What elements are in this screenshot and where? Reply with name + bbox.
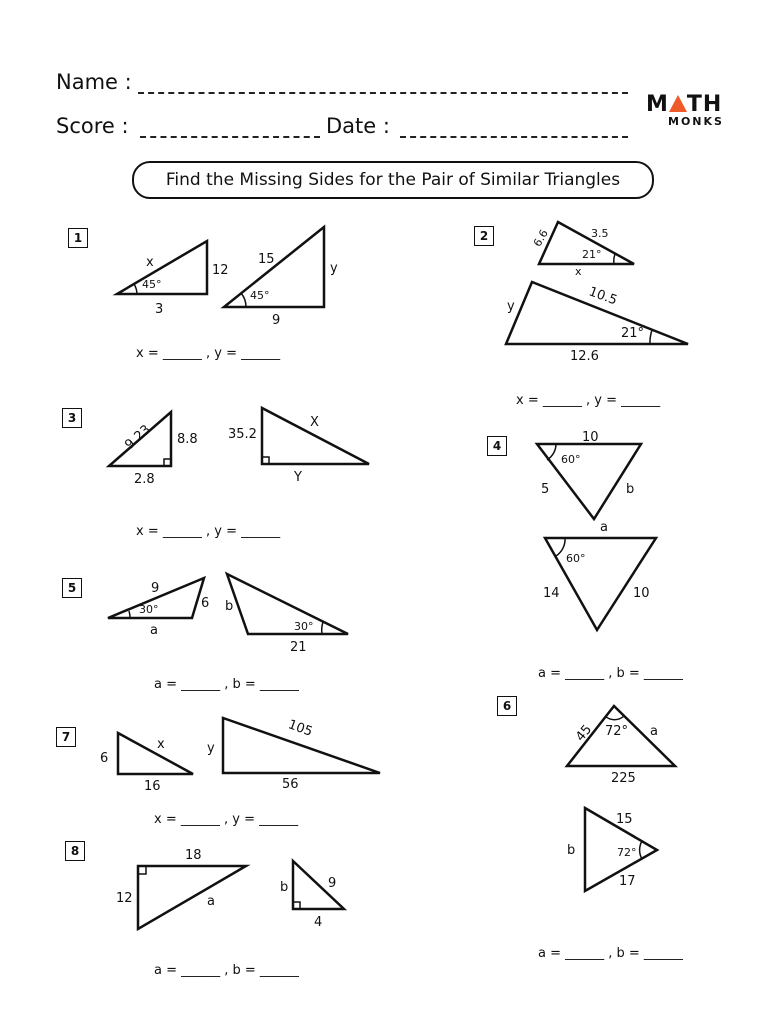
p4-t2-angle: 60° [566, 552, 586, 565]
p2-t1-base: x [575, 265, 582, 278]
p5-t1-right: 6 [201, 596, 210, 611]
problem-number-8: 8 [65, 841, 85, 861]
p8-t2-hyp: 9 [328, 876, 337, 891]
p1-t2-base: 9 [272, 313, 281, 328]
p3-t2-left: 35.2 [228, 427, 257, 442]
p8-t2-base: 4 [314, 915, 323, 930]
p7-t1-hyp: x [157, 737, 165, 752]
answer-3[interactable]: x = ______ , y = ______ [136, 524, 281, 539]
problem-4-figures [537, 430, 656, 630]
p7-t1-left: 6 [100, 751, 109, 766]
problem-5-figures [108, 574, 348, 655]
worksheet-title: Find the Missing Sides for the Pair of Similar Triangles [132, 161, 654, 199]
p7-t2-left: y [207, 741, 215, 756]
date-label: Date : [326, 114, 390, 138]
p6-t2-bottom: 17 [619, 874, 636, 889]
problem-number-2: 2 [474, 226, 494, 246]
p8-t2-left: b [280, 880, 289, 895]
problem-1-figures [117, 227, 338, 328]
problem-8-figures [116, 848, 344, 930]
p1-t1-hyp: x [146, 255, 154, 270]
p1-t1-angle: 45° [142, 278, 162, 291]
p2-t2-angle: 21° [621, 326, 645, 341]
p8-t1-top: 18 [185, 848, 202, 863]
p2-angle-arc-2 [650, 330, 652, 344]
p4-t1-top: 10 [582, 430, 599, 445]
p2-t1-angle: 21° [582, 248, 602, 261]
p2-t1-top: 3.5 [591, 227, 609, 240]
logo-monks: MONKS [668, 115, 724, 128]
problem-7-figures [100, 717, 380, 794]
answer-8[interactable]: a = ______ , b = ______ [154, 963, 299, 978]
problem-number-1: 1 [68, 228, 88, 248]
p6-t1-right: a [650, 724, 658, 739]
p4-t1-left: 5 [541, 482, 550, 497]
p5-t1-top: 9 [151, 581, 160, 596]
p2-t2-base: 12.6 [570, 349, 599, 364]
p5-angle-arc-2 [322, 622, 323, 634]
p8-t1-left: 12 [116, 891, 133, 906]
p1-t2-angle: 45° [250, 289, 270, 302]
p6-t2-angle: 72° [617, 846, 637, 859]
p2-t1-left: 6.6 [530, 227, 551, 249]
p4-t1-right: b [626, 482, 635, 497]
score-label: Score : [56, 114, 129, 138]
p1-angle-arc-2 [241, 293, 246, 307]
p4-t1-bottom: a [600, 520, 608, 535]
logo-th: TH [686, 92, 723, 117]
p6-t1-base: 225 [611, 771, 636, 786]
p1-t2-right: y [330, 261, 338, 276]
p8-t1-hyp: a [207, 894, 215, 909]
p7-t2-base: 56 [282, 777, 299, 792]
logo-m: M [646, 92, 669, 117]
p1-t1-base: 3 [155, 302, 164, 317]
p1-angle-arc-1 [134, 284, 137, 294]
p1-t1-right: 12 [212, 263, 229, 278]
name-label: Name : [56, 70, 132, 94]
p7-triangle-1 [118, 733, 193, 774]
p5-t2-angle: 30° [294, 620, 314, 633]
p2-t2-top: 10.5 [586, 284, 620, 309]
problem-2-figures [506, 222, 688, 364]
answer-2[interactable]: x = ______ , y = ______ [516, 393, 661, 408]
p7-t1-base: 16 [144, 779, 161, 794]
p2-angle-arc-1 [614, 254, 615, 264]
p3-t1-base: 2.8 [134, 472, 155, 487]
p6-angle-arc-2 [640, 841, 642, 859]
p4-angle-arc-2 [556, 538, 565, 556]
answer-7[interactable]: x = ______ , y = ______ [154, 812, 299, 827]
problem-number-6: 6 [497, 696, 517, 716]
p2-t2-left: y [507, 299, 515, 314]
problem-number-7: 7 [56, 727, 76, 747]
p5-t2-left: b [225, 599, 234, 614]
p6-angle-arc-1 [605, 716, 624, 720]
p1-triangle-2 [224, 227, 324, 307]
p4-t2-left: 14 [543, 586, 560, 601]
p6-t1-left: 45 [573, 722, 596, 745]
problem-6-figures [567, 706, 675, 891]
p3-t2-hyp: X [310, 415, 319, 430]
problem-number-4: 4 [487, 436, 507, 456]
p1-t2-hyp: 15 [258, 252, 275, 267]
p3-t2-base: Y [294, 470, 302, 485]
p3-t1-right: 8.8 [177, 432, 198, 447]
problem-3-figures [109, 408, 369, 487]
p4-t1-angle: 60° [561, 453, 581, 466]
answer-5[interactable]: a = ______ , b = ______ [154, 677, 299, 692]
p7-t2-hyp: 105 [285, 717, 315, 740]
p3-t1-hyp: 9.23 [122, 422, 154, 453]
p6-t1-angle: 72° [605, 724, 629, 739]
p4-t2-right: 10 [633, 586, 650, 601]
problem-number-3: 3 [62, 408, 82, 428]
answer-4[interactable]: a = ______ , b = ______ [538, 666, 683, 681]
p6-t2-left: b [567, 843, 576, 858]
p1-triangle-1 [117, 241, 207, 294]
problem-number-5: 5 [62, 578, 82, 598]
answer-1[interactable]: x = ______ , y = ______ [136, 346, 281, 361]
p6-t2-top: 15 [616, 812, 633, 827]
p5-t1-base: a [150, 623, 158, 638]
p5-t2-base: 21 [290, 640, 307, 655]
p5-triangle-2 [227, 574, 348, 634]
p8-triangle-1 [138, 866, 246, 929]
p5-t1-angle: 30° [139, 603, 159, 616]
answer-6[interactable]: a = ______ , b = ______ [538, 946, 683, 961]
